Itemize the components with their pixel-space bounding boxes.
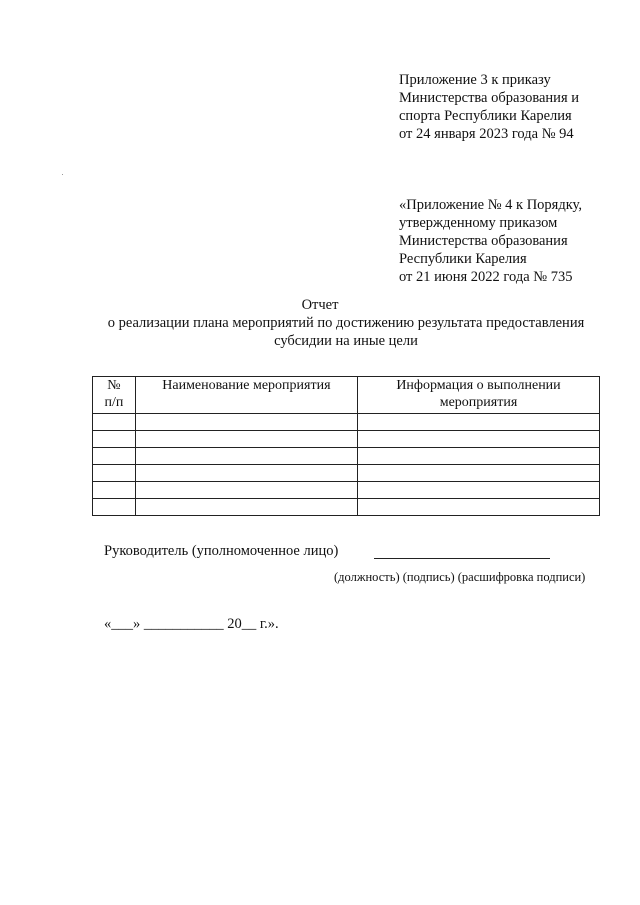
order-reference bbox=[399, 196, 589, 286]
head-signature-label: Руководитель (уполномоченное лицо) bbox=[104, 543, 339, 559]
col-event-name-header: Наименование мероприятия bbox=[135, 377, 357, 414]
table-row bbox=[93, 414, 600, 431]
table-row bbox=[93, 465, 600, 482]
report-subtitle-line-2: субсидии на иные цели bbox=[274, 333, 418, 349]
appendix-line-1: Приложение 3 к приказу bbox=[399, 72, 551, 88]
table-cell bbox=[357, 448, 599, 465]
date-line: «___» ___________ 20__ г.». bbox=[104, 616, 279, 632]
events-table bbox=[92, 376, 600, 516]
table-row bbox=[93, 431, 600, 448]
table-cell bbox=[93, 414, 136, 431]
table-cell bbox=[93, 431, 136, 448]
table-cell bbox=[135, 482, 357, 499]
order-line-1: «Приложение № 4 к Порядку, bbox=[399, 197, 582, 213]
table-body bbox=[93, 414, 600, 516]
table-row bbox=[93, 448, 600, 465]
appendix-reference bbox=[399, 71, 589, 143]
table-cell bbox=[357, 482, 599, 499]
appendix-line-3: спорта Республики Карелия bbox=[399, 108, 572, 124]
table-cell bbox=[93, 499, 136, 516]
report-title: Отчет bbox=[301, 297, 339, 313]
signature-caption: (должность) (подпись) (расшифровка подписи) bbox=[334, 570, 586, 584]
table-cell bbox=[357, 499, 599, 516]
report-subtitle-line-1: о реализации плана мероприятий по достижению результата предоставления bbox=[107, 315, 585, 331]
table-cell bbox=[357, 431, 599, 448]
table-cell bbox=[135, 499, 357, 516]
table-row bbox=[93, 499, 600, 516]
order-line-4: Республики Карелия bbox=[399, 251, 527, 267]
order-line-5: от 21 июня 2022 года № 735 bbox=[399, 269, 573, 285]
table-row bbox=[93, 482, 600, 499]
table-cell bbox=[135, 431, 357, 448]
table-header-row bbox=[93, 377, 600, 414]
col-number-header: № п/п bbox=[93, 377, 136, 414]
table-cell bbox=[135, 414, 357, 431]
table-cell bbox=[135, 448, 357, 465]
appendix-line-4: от 24 января 2023 года № 94 bbox=[399, 126, 574, 142]
table-cell bbox=[93, 482, 136, 499]
table-cell bbox=[93, 448, 136, 465]
scan-speck bbox=[62, 174, 63, 175]
table-cell bbox=[357, 465, 599, 482]
order-line-2: утвержденному приказом bbox=[399, 215, 558, 231]
order-line-3: Министерства образования bbox=[399, 233, 568, 249]
appendix-line-2: Министерства образования и bbox=[399, 90, 580, 106]
table-cell bbox=[357, 414, 599, 431]
table-cell bbox=[135, 465, 357, 482]
report-subtitle bbox=[96, 314, 596, 350]
signature-line bbox=[374, 558, 550, 559]
col-execution-info-header: Информация о выполнении мероприятия bbox=[357, 377, 599, 414]
table-cell bbox=[93, 465, 136, 482]
